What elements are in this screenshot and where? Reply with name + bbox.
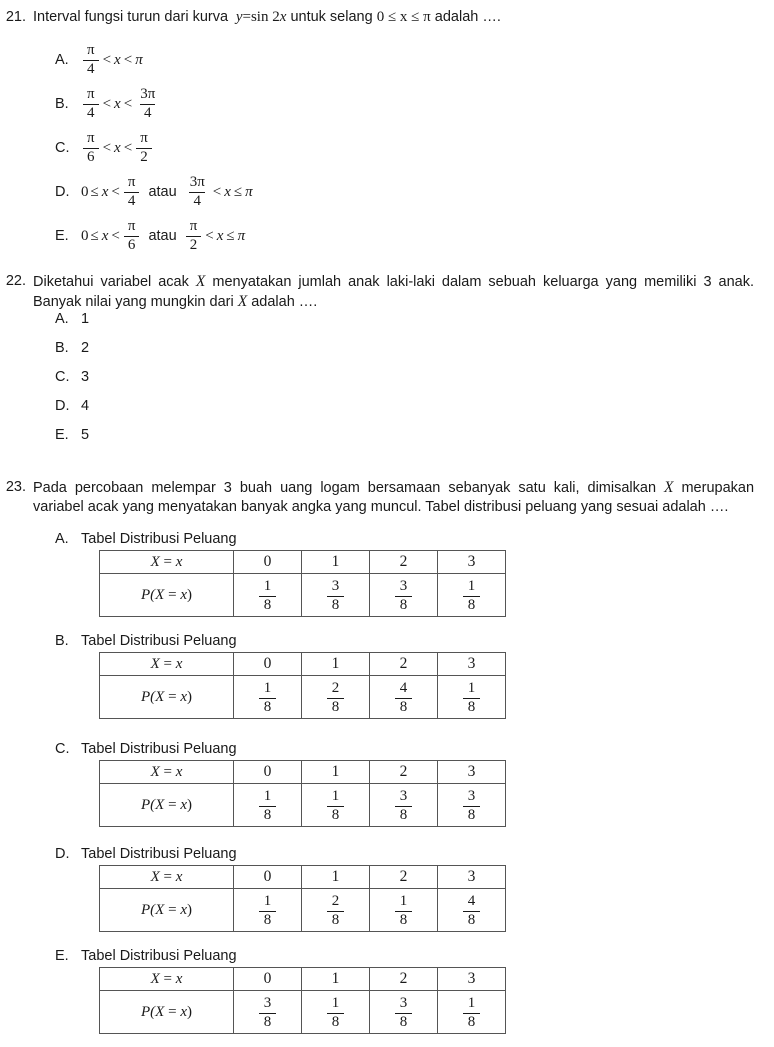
question-22-option-d[interactable] <box>55 397 89 416</box>
question-21-option-d[interactable] <box>55 175 254 209</box>
option-b-label: B. <box>55 340 69 356</box>
table-row <box>100 653 506 676</box>
distribution-table-c <box>99 760 506 827</box>
probability-cell-3: $\frac{1}{8}$ <box>438 991 506 1034</box>
option-c-value: 3 <box>81 369 90 385</box>
header-cell-x: X = x <box>100 968 234 991</box>
option-a-label: A. <box>55 531 69 547</box>
probability-cell-0: $\frac{1}{8}$ <box>234 784 302 827</box>
question-23-option-a[interactable] <box>55 530 506 617</box>
column-header-2: 2 <box>370 866 438 889</box>
distribution-table-d <box>99 865 506 932</box>
question-23-stem <box>0 478 774 517</box>
option-c-caption-text: Tabel Distribusi Peluang <box>81 741 237 757</box>
option-b-caption <box>55 632 506 651</box>
probability-cell-1: $\frac{1}{8}$ <box>302 991 370 1034</box>
option-e-caption <box>55 947 506 966</box>
option-c-label: C. <box>55 369 70 385</box>
option-a-caption-text: Tabel Distribusi Peluang <box>81 531 237 547</box>
option-e-content <box>81 219 246 253</box>
q21-formula-y: y=sin 2x <box>235 9 287 25</box>
probability-cell-1: $\frac{2}{8}$ <box>302 676 370 719</box>
option-a-label: A. <box>55 311 69 327</box>
column-header-0: 0 <box>234 551 302 574</box>
header-cell-probability: P(X = x) <box>100 676 234 719</box>
question-22-stem <box>0 272 774 312</box>
q21-option-e-expression: 0 ≤ x < $\frac{\pi}{6}$ atau $\frac{\pi}{2}$ < x ≤ π <box>81 218 246 253</box>
probability-cell-2: $\frac{4}{8}$ <box>370 676 438 719</box>
probability-cell-1: $\frac{2}{8}$ <box>302 889 370 932</box>
column-header-1: 1 <box>302 866 370 889</box>
question-21-option-a[interactable] <box>55 43 144 77</box>
table-row <box>100 991 506 1034</box>
q22-stem-part1: Diketahui variabel acak <box>33 274 189 290</box>
question-21-option-e[interactable] <box>55 219 246 253</box>
column-header-2: 2 <box>370 551 438 574</box>
question-22-number: 22. <box>5 273 26 289</box>
option-e-label: E. <box>55 948 69 964</box>
option-d-caption-text: Tabel Distribusi Peluang <box>81 846 237 862</box>
question-22-option-a[interactable] <box>55 310 89 329</box>
probability-cell-0: $\frac{1}{8}$ <box>234 574 302 617</box>
column-header-0: 0 <box>234 866 302 889</box>
q21-option-c-expression: $\frac{\pi}{6}$ < x < $\frac{\pi}{2}$ <box>81 131 154 165</box>
column-header-3: 3 <box>438 551 506 574</box>
option-b-label: B. <box>55 633 69 649</box>
probability-cell-3: $\frac{1}{8}$ <box>438 574 506 617</box>
option-e-value: 5 <box>81 427 90 443</box>
column-header-1: 1 <box>302 653 370 676</box>
table-row <box>100 551 506 574</box>
probability-cell-0: $\frac{1}{8}$ <box>234 889 302 932</box>
option-e-label: E. <box>55 227 69 244</box>
option-b-caption-text: Tabel Distribusi Peluang <box>81 633 237 649</box>
q21-formula-range: 0 ≤ x ≤ π <box>376 9 431 25</box>
column-header-2: 2 <box>370 653 438 676</box>
table-row <box>100 676 506 719</box>
probability-cell-2: $\frac{3}{8}$ <box>370 991 438 1034</box>
option-d-content <box>81 175 254 209</box>
probability-cell-1: $\frac{1}{8}$ <box>302 784 370 827</box>
column-header-1: 1 <box>302 761 370 784</box>
probability-cell-2: $\frac{3}{8}$ <box>370 574 438 617</box>
column-header-0: 0 <box>234 653 302 676</box>
q22-stem-part2: menyatakan jumlah anak laki-laki dalam sebuah keluarga yang memiliki 3 anak. Banyak nilai yang mungkin dari <box>33 274 754 310</box>
option-a-label: A. <box>55 51 69 68</box>
distribution-table-a <box>99 550 506 617</box>
option-a-content <box>81 43 144 77</box>
header-cell-x: X = x <box>100 761 234 784</box>
distribution-table-b <box>99 652 506 719</box>
table-row <box>100 968 506 991</box>
column-header-1: 1 <box>302 968 370 991</box>
option-d-label: D. <box>55 846 70 862</box>
column-header-3: 3 <box>438 968 506 991</box>
option-c-label: C. <box>55 741 70 757</box>
question-23 <box>0 478 774 517</box>
header-cell-x: X = x <box>100 551 234 574</box>
option-a-value: 1 <box>81 311 90 327</box>
probability-cell-2: $\frac{3}{8}$ <box>370 784 438 827</box>
question-21-option-c[interactable] <box>55 131 154 165</box>
question-23-text <box>33 478 774 517</box>
table-row <box>100 889 506 932</box>
option-c-caption <box>55 740 506 759</box>
header-cell-probability: P(X = x) <box>100 889 234 932</box>
table-row <box>100 761 506 784</box>
option-d-caption <box>55 845 506 864</box>
q21-option-d-expression: 0 ≤ x < $\frac{\pi}{4}$ atau $\frac{3\pi}{4}$ < x ≤ π <box>81 174 253 209</box>
probability-cell-0: $\frac{3}{8}$ <box>234 991 302 1034</box>
question-21-number: 21. <box>5 9 26 25</box>
question-23-option-d[interactable] <box>55 845 506 932</box>
question-22-option-b[interactable] <box>55 339 89 358</box>
header-cell-x: X = x <box>100 653 234 676</box>
option-e-caption-text: Tabel Distribusi Peluang <box>81 948 237 964</box>
question-21 <box>0 8 774 27</box>
option-e-label: E. <box>55 427 69 443</box>
option-d-label: D. <box>55 183 70 200</box>
probability-cell-2: $\frac{1}{8}$ <box>370 889 438 932</box>
q21-option-b-expression: $\frac{\pi}{4}$ < x < $\frac{3\pi}{4}$ <box>81 87 161 121</box>
question-22-option-e[interactable] <box>55 426 89 445</box>
q22-variable-x-1: X <box>195 273 206 290</box>
option-b-label: B. <box>55 95 69 112</box>
question-21-text <box>33 8 774 27</box>
column-header-3: 3 <box>438 866 506 889</box>
question-21-option-b[interactable] <box>55 87 161 121</box>
header-cell-probability: P(X = x) <box>100 574 234 617</box>
header-cell-probability: P(X = x) <box>100 991 234 1034</box>
q21-stem-part1: Interval fungsi turun dari kurva <box>33 9 229 25</box>
q21-option-a-expression: $\frac{\pi}{4}$ < x < π <box>81 43 144 77</box>
q22-variable-x-2: X <box>237 293 248 310</box>
option-c-label: C. <box>55 139 70 156</box>
column-header-3: 3 <box>438 761 506 784</box>
column-header-0: 0 <box>234 968 302 991</box>
question-22 <box>0 272 774 312</box>
option-b-value: 2 <box>81 340 90 356</box>
probability-cell-3: $\frac{4}{8}$ <box>438 889 506 932</box>
table-row <box>100 866 506 889</box>
question-23-option-b[interactable] <box>55 632 506 719</box>
q22-stem-part3: adalah …. <box>251 294 318 310</box>
column-header-0: 0 <box>234 761 302 784</box>
question-22-option-c[interactable] <box>55 368 89 387</box>
column-header-3: 3 <box>438 653 506 676</box>
column-header-2: 2 <box>370 761 438 784</box>
question-23-option-c[interactable] <box>55 740 506 827</box>
probability-cell-3: $\frac{1}{8}$ <box>438 676 506 719</box>
question-21-stem <box>0 8 774 27</box>
q23-stem-part2: merupakan variabel acak yang menyatakan banyak angka yang muncul. Tabel distribusi peluang yang sesuai adalah …. <box>33 480 755 515</box>
column-header-1: 1 <box>302 551 370 574</box>
option-d-label: D. <box>55 398 70 414</box>
option-a-caption <box>55 530 506 549</box>
q23-stem-part1: Pada percobaan melempar 3 buah uang logam bersamaan sebanyak satu kali, dimisalkan <box>33 480 657 496</box>
option-c-content <box>81 131 154 165</box>
header-cell-probability: P(X = x) <box>100 784 234 827</box>
option-d-value: 4 <box>81 398 90 414</box>
header-cell-x: X = x <box>100 866 234 889</box>
probability-cell-3: $\frac{3}{8}$ <box>438 784 506 827</box>
q21-stem-part3: adalah …. <box>434 9 501 25</box>
table-row <box>100 574 506 617</box>
q23-variable-x: X <box>664 479 674 496</box>
question-23-number: 23. <box>5 479 26 495</box>
probability-cell-1: $\frac{3}{8}$ <box>302 574 370 617</box>
probability-cell-0: $\frac{1}{8}$ <box>234 676 302 719</box>
distribution-table-e <box>99 967 506 1034</box>
column-header-2: 2 <box>370 968 438 991</box>
table-row <box>100 784 506 827</box>
question-23-option-e[interactable] <box>55 947 506 1034</box>
question-22-text <box>33 272 774 312</box>
q21-stem-part2: untuk selang <box>290 9 373 25</box>
option-b-content <box>81 87 161 121</box>
